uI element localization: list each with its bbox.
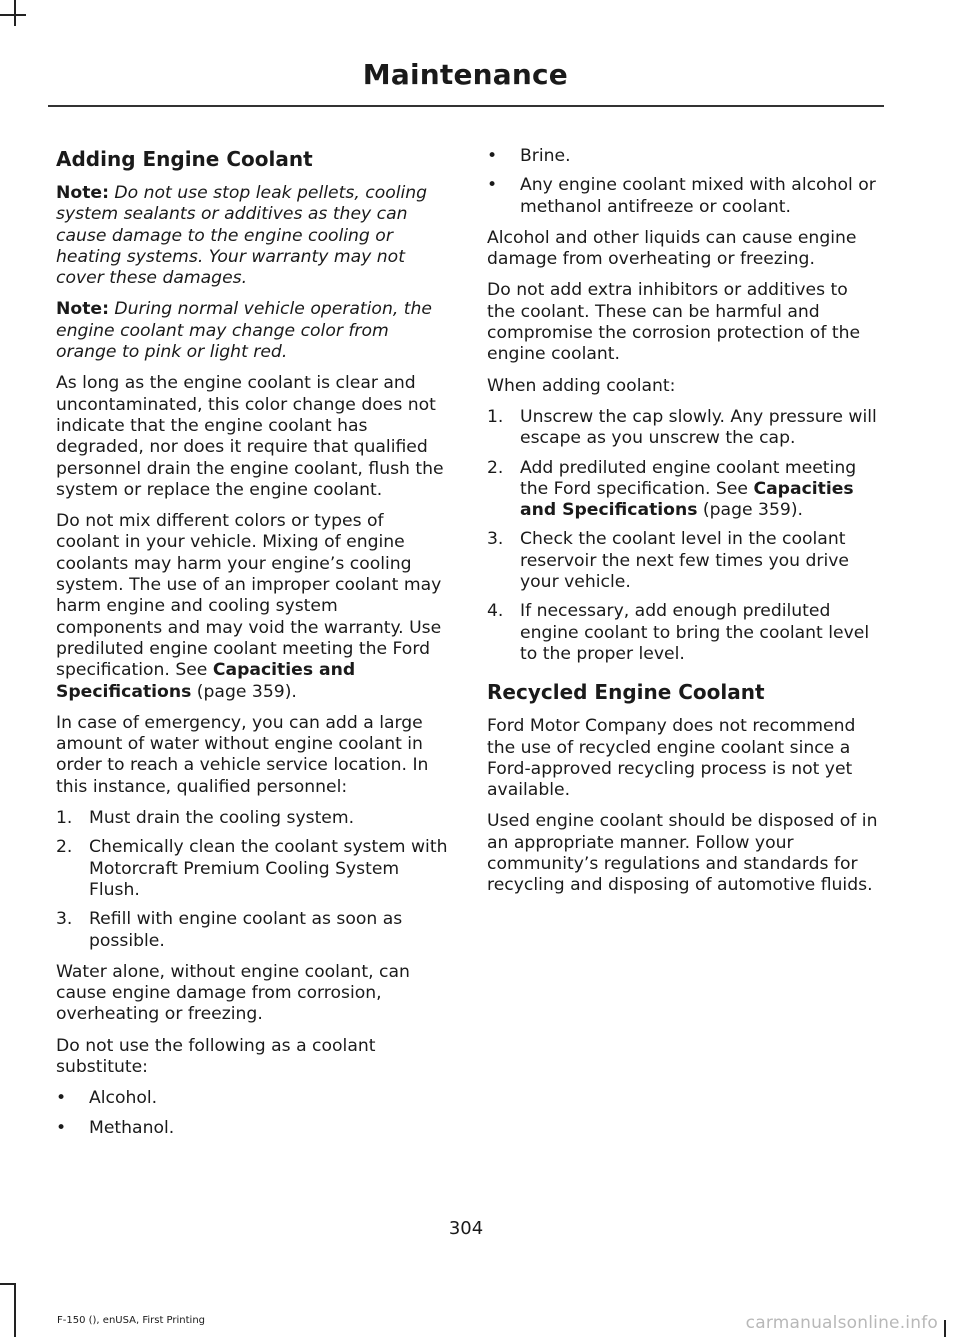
list-item [56,1088,448,1109]
list-number: 3. [487,529,504,550]
body-paragraph: Do not use the following as a coolant substitute: [56,1035,376,1077]
numbered-list [56,808,448,952]
list-item [56,1118,448,1139]
page-ref: (page 359). [697,500,803,521]
list-number: 3. [56,909,73,930]
list-item [487,146,881,167]
right-column [487,142,881,907]
list-text: Unscrew the cap slowly. Any pressure will escape as you unscrew the cap. [520,406,877,449]
note-text: During normal vehicle operation, the engine coolant may change color from orange to pink or light red. [56,299,432,363]
list-text: Alcohol. [89,1088,158,1109]
note-text: Do not use stop leak pellets, cooling system sealants or additives as they can cause damage to the engine cooling or heating systems. Your warranty may not cover these damages. [56,183,428,289]
footer-text: F-150 (), enUSA, First Printing [57,1315,206,1326]
left-column [56,142,448,1149]
list-text: Any engine coolant mixed with alcohol or methanol antifreeze or coolant. [520,175,876,217]
body-paragraph: Used engine coolant should be disposed of in an appropriate manner. Follow your community’s regulations and standards for recycling and disposing of automotive fluids. [487,811,878,896]
list-item [487,601,881,665]
capacities-link[interactable]: Capacities and Specifications [520,478,854,521]
list-text: If necessary, add enough prediluted engine coolant to bring the coolant level to the proper level. [520,601,870,664]
section-heading: Adding Engine Coolant [56,147,313,171]
numbered-list [487,407,881,665]
watermark: carmanualsonline.info [745,1313,938,1333]
note-paragraph [56,183,448,289]
note-label: Note: [56,299,109,320]
note-label: Note: [56,183,109,203]
list-item [487,175,881,218]
note-paragraph [56,299,448,363]
list-text: Refill with engine coolant as soon as possible. [89,909,403,951]
list-number: 4. [487,601,504,622]
paragraph-text: Do not mix different colors or types of coolant in your vehicle. Mixing of engine coolants may harm your engine’s cooling system. The use of an improper coolant may harm engine and cooling system components and may void the warranty. Use prediluted engine coolant meeting the Ford specification. See [56,511,442,681]
list-text: Add prediluted engine coolant meeting the Ford specification. See [520,457,857,499]
list-item [487,407,881,450]
body-paragraph: Do not add extra inhibitors or additives to the coolant. These can be harmful and compromise the corrosion protection of the engine coolant. [487,280,861,365]
body-paragraph: Water alone, without engine coolant, can cause engine damage from corrosion, overheating or freezing. [56,961,410,1025]
capacities-link[interactable]: Capacities and Specifications [56,660,356,702]
body-paragraph: As long as the engine coolant is clear and uncontaminated, this color change does not indicate that the engine coolant has degraded, nor does it require that qualified personnel drain the engine coolant, flush the system or replace the engine coolant. [56,373,444,500]
body-paragraph: Alcohol and other liquids can cause engine damage from overheating or freezing. [487,227,857,270]
crop-mark-bottom-left-horizontal [0,1283,16,1285]
crop-mark-bottom-left [14,1285,16,1337]
page-number: 304 [448,1218,484,1239]
list-item [56,808,448,829]
list-number: 2. [487,457,504,478]
body-paragraph: Ford Motor Company does not recommend the use of recycled engine coolant since a Ford-approved recycling process is not yet available. [487,716,856,801]
list-item [487,529,881,593]
list-number: 1. [487,406,504,427]
bullet-icon: • [487,146,498,166]
header-rule [48,105,884,107]
list-number: 1. [56,808,73,829]
body-paragraph: In case of emergency, you can add a large amount of water without engine coolant in order to reach a vehicle service location. In this instance, qualified personnel: [56,712,429,797]
list-text: Check the coolant level in the coolant reservoir the next few times you drive your vehicle. [520,529,849,593]
bullet-list [56,1088,448,1139]
list-number: 2. [56,837,73,858]
bullet-icon: • [487,175,498,196]
list-text: Chemically clean the coolant system with Motorcraft Premium Cooling System Flush. [89,837,448,900]
page-title: Maintenance [362,58,568,91]
body-paragraph: When adding coolant: [487,375,676,396]
bullet-icon: • [56,1088,67,1109]
page-ref: (page 359). [191,681,297,702]
section-heading: Recycled Engine Coolant [487,680,765,705]
list-item [487,458,881,522]
bullet-list [487,146,881,218]
crop-mark-top-left-horizontal [0,14,26,16]
bullet-icon: • [56,1117,67,1138]
list-text: Must drain the cooling system. [89,808,355,829]
crop-mark-top-left-vertical [14,0,16,26]
body-paragraph [56,511,448,703]
list-item [56,837,448,901]
list-item [56,909,448,952]
list-text: Brine. [520,146,571,166]
list-text: Methanol. [89,1117,175,1138]
crop-mark-bottom-right [944,1320,946,1337]
